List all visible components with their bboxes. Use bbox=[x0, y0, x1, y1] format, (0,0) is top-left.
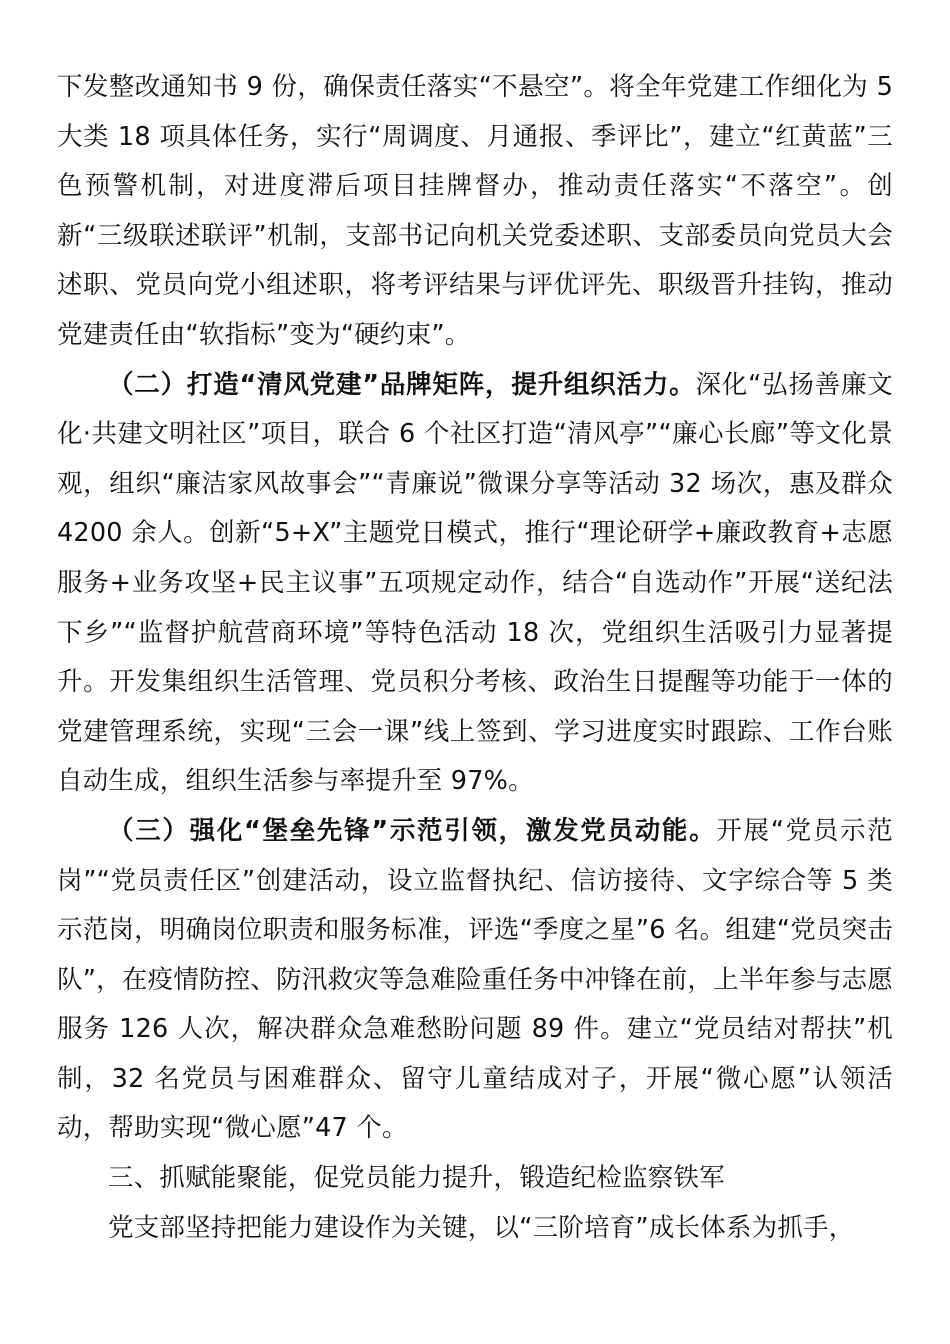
paragraph-text: 党支部坚持把能力建设作为关键，以“三阶培育”成长体系为抓手， bbox=[108, 1212, 855, 1243]
section-heading-2: （二）打造“清风党建”品牌矩阵，提升组织活力。 bbox=[108, 369, 696, 400]
paragraph-text: 下发整改通知书 9 份，确保责任落实“不悬空”。将全年党建工作细化为 5 大类 18 项具体任务，实行“周调度、月通报、季评比”，建立“红黄蓝”三色预警机制，对进度滞后项目挂牌督办，推动责任落实“不落空”。创新“三级联述联评”机制，支部书记向机关党委述职、支部委员向党员大会述职、党员向党小组述职，将考评结果与评优评先、职级晋升挂钩，推动党建责任由“软指标”变为“硬约束”。 bbox=[57, 72, 893, 350]
paragraph-responsibility bbox=[57, 63, 893, 361]
paragraph-text: 深化“弘扬善廉文化·共建文明社区”项目，联合 6 个社区打造“清风亭”“廉心长廊”等文化景观，组织“廉洁家风故事会”“青廉说”微课分享等活动 32 场次，惠及群众 4200 余人。创新“5+X”主题党日模式，推行“理论研学+廉政教育+志愿服务+业务攻坚+民主议事”五项规定动作，结合“自选动作”开展“送纪法下乡”“监督护航营商环境”等特色活动 18 次，党组织生活吸引力显著提升。开发集组织生活管理、党员积分考核、政治生日提醒等功能于一体的党建管理系统，实现“三会一课”线上签到、学习进度实时跟踪、工作台账自动生成，组织生活参与率提升至 97%。 bbox=[57, 369, 893, 797]
paragraph-text: 开展“党员示范岗”“党员责任区”创建活动，设立监督执纪、信访接待、文字综合等 5 类示范岗，明确岗位职责和服务标准，评选“季度之星”6 名。组建“党员突击队”，在疫情防控、防汛救灾等急难险重任务中冲锋在前，上半年参与志愿服务 126 人次，解决群众急难愁盼问题 89 件。建立“党员结对帮扶”机制，32 名党员与困难群众、留守儿童结成对子，开展“微心愿”认领活动，帮助实现“微心愿”47 个。 bbox=[57, 815, 893, 1144]
paragraph-brand-matrix bbox=[57, 361, 893, 807]
chapter-heading-text: 三、抓赋能聚能，促党员能力提升，锻造纪检监察铁军 bbox=[108, 1163, 725, 1194]
document-page bbox=[57, 63, 893, 1253]
chapter-heading-3 bbox=[57, 1154, 893, 1204]
paragraph-capability bbox=[57, 1204, 893, 1254]
paragraph-vanguard bbox=[57, 807, 893, 1154]
section-heading-3: （三）强化“堡垒先锋”示范引领，激发党员动能。 bbox=[108, 815, 717, 846]
